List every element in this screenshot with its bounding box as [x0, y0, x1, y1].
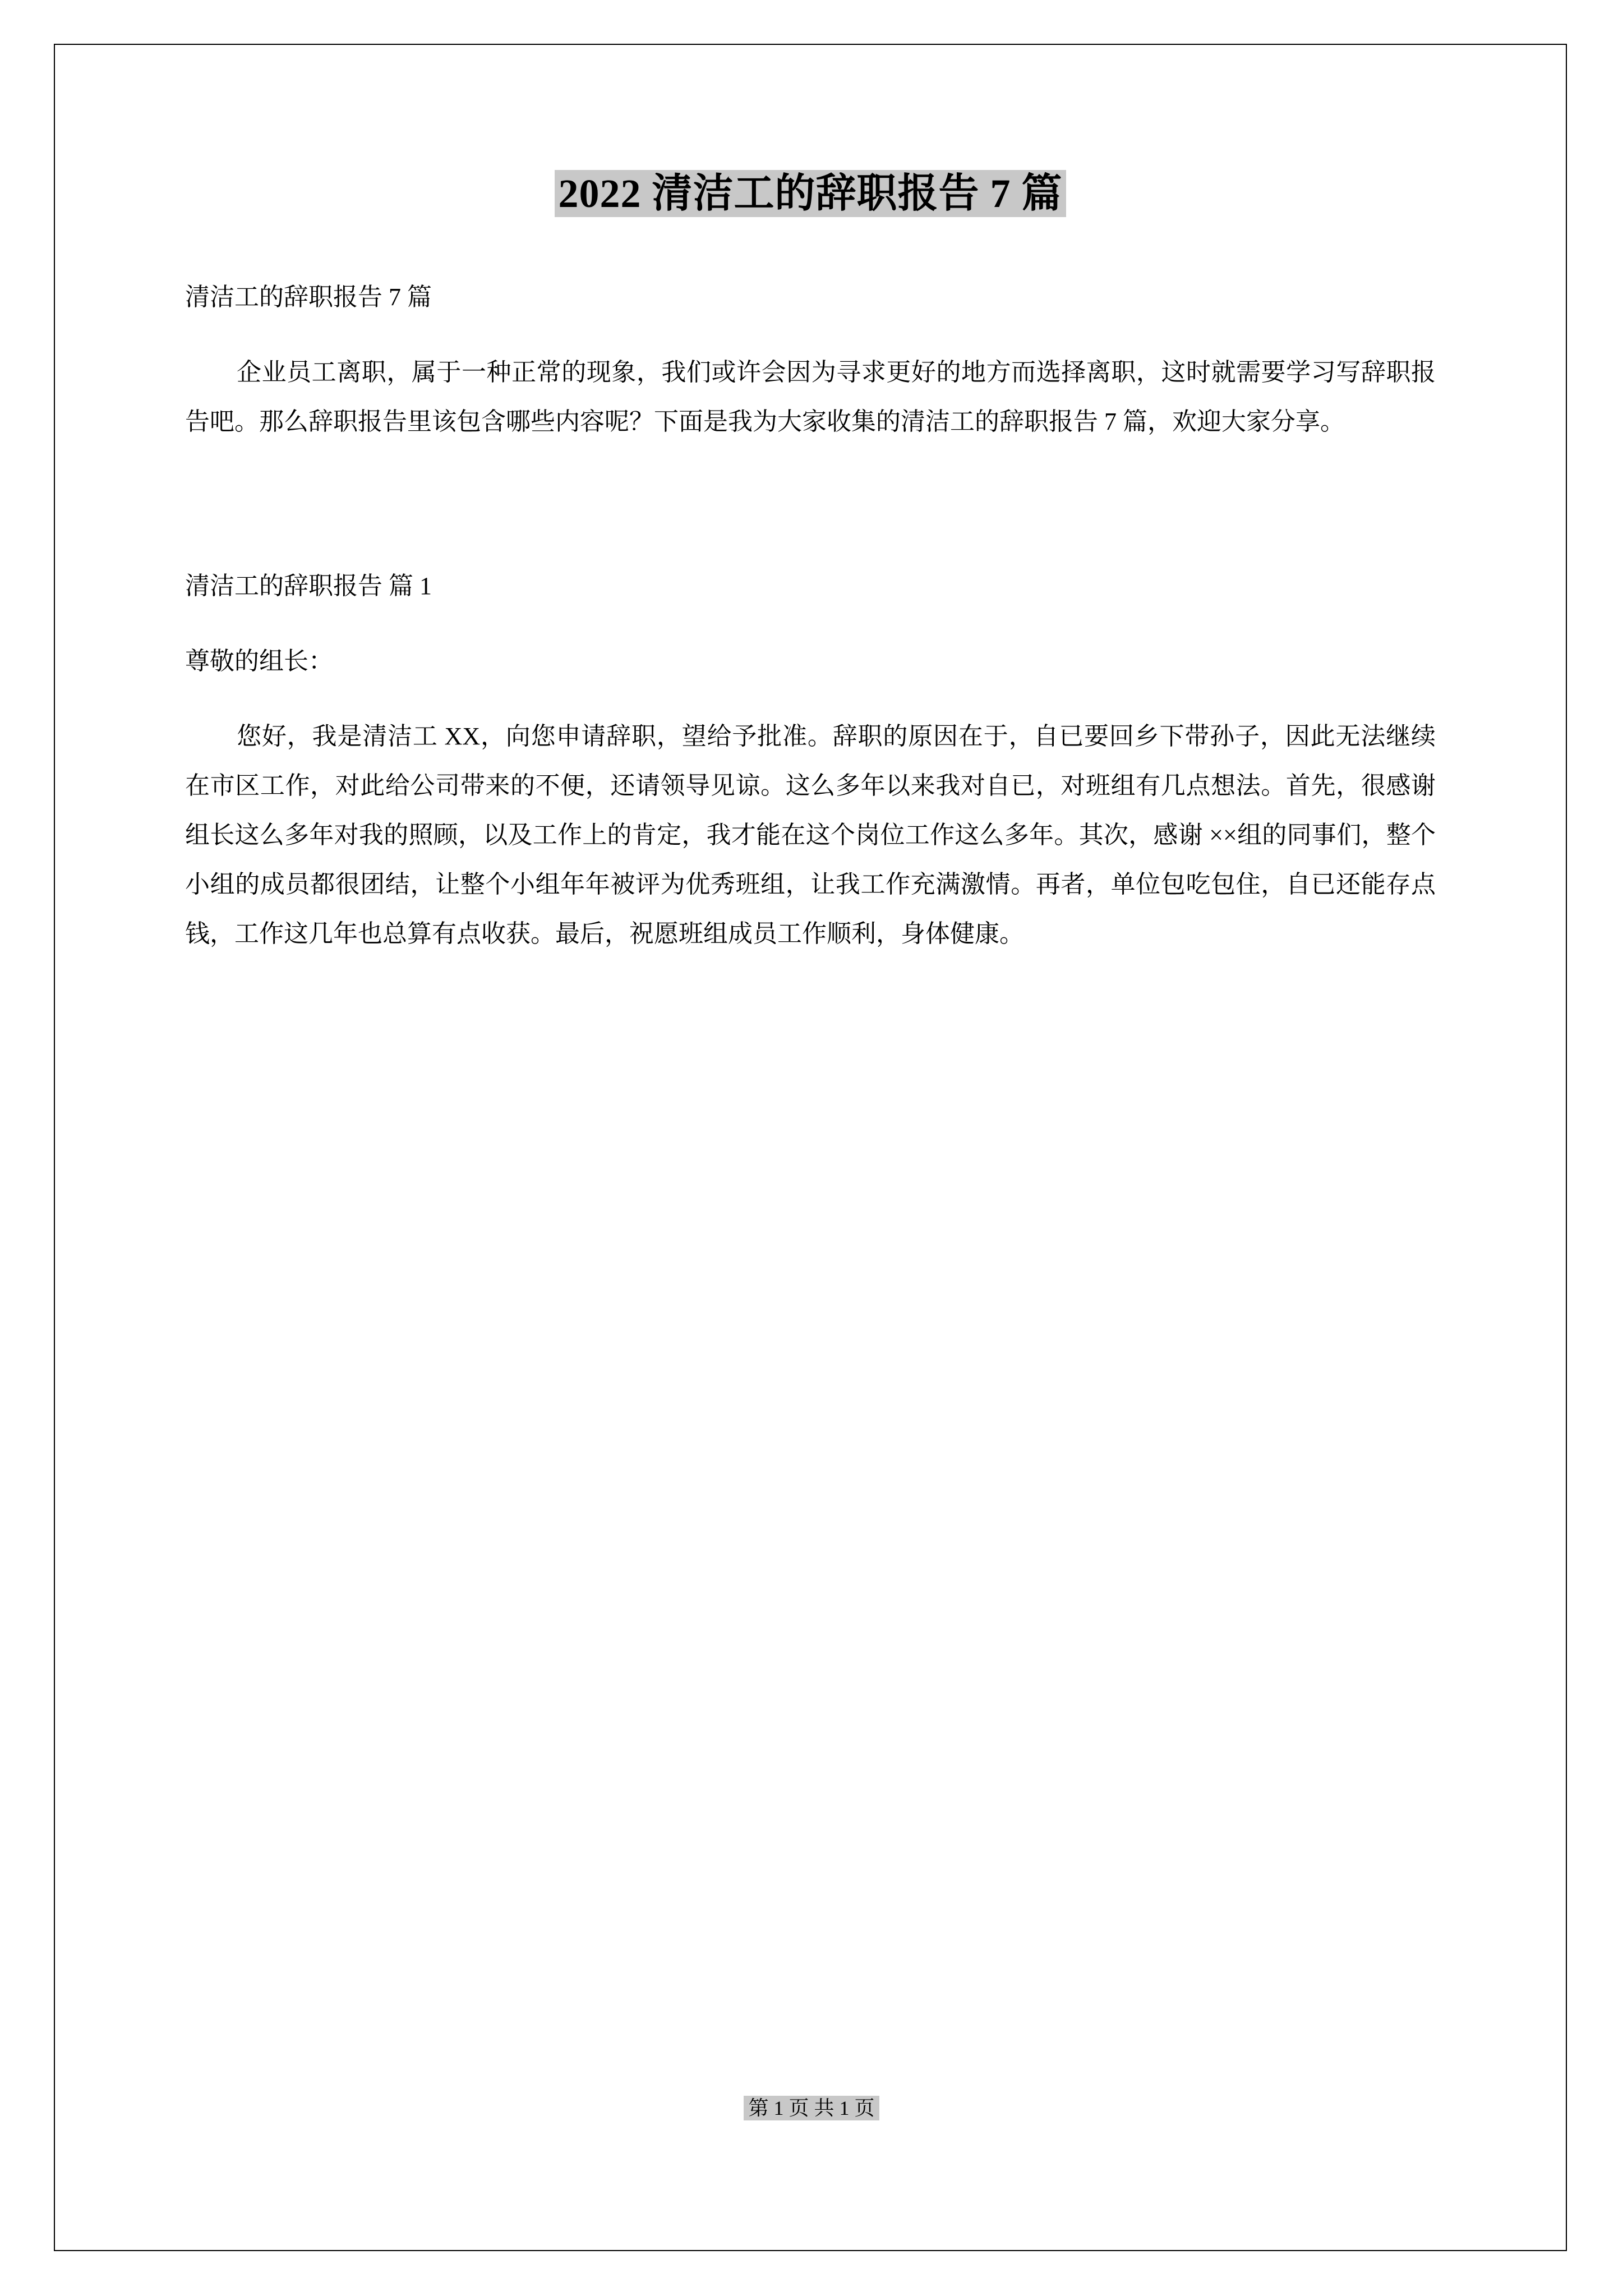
page-number-label: 第 1 页 共 1 页	[744, 2096, 879, 2120]
spacer	[185, 322, 1436, 348]
page-footer	[0, 2092, 1623, 2121]
body-paragraph: 您好，我是清洁工 XX，向您申请辞职，望给予批准。辞职的原因在于，自已要回乡下带孙子，因此无法继续在市区工作，对此给公司带来的不便，还请领导见谅。这么多年以来我对自已，对班组有几点想法。首先，很感谢组长这么多年对我的照顾，以及工作上的肯定，我才能在这个岗位工作这么多年。其次，感谢 ××组的同事们，整个小组的成员都很团结，让整个小组年年被评为优秀班组，让我工作充满激情。再者，单位包吃包住，自已还能存点钱，工作这几年也总算有点收获。最后，祝愿班组成员工作顺利，身体健康。	[185, 723, 1436, 947]
spacer	[185, 219, 1436, 273]
page-title	[185, 168, 1436, 219]
document-content	[185, 168, 1436, 959]
page-title-text: 2022 清洁工的辞职报告 7 篇	[555, 170, 1066, 217]
document-subtitle: 清洁工的辞职报告 7 篇	[185, 283, 432, 311]
spacer	[185, 686, 1436, 712]
spacer	[185, 611, 1436, 637]
salutation: 尊敬的组长：	[185, 647, 333, 675]
spacer	[185, 447, 1436, 562]
section-heading: 清洁工的辞职报告 篇 1	[185, 572, 432, 600]
intro-paragraph: 企业员工离职，属于一种正常的现象，我们或许会因为寻求更好的地方而选择离职，这时就需要学习写辞职报告吧。那么辞职报告里该包含哪些内容呢？下面是我为大家收集的清洁工的辞职报告 7 篇，欢迎大家分享。	[185, 358, 1436, 435]
